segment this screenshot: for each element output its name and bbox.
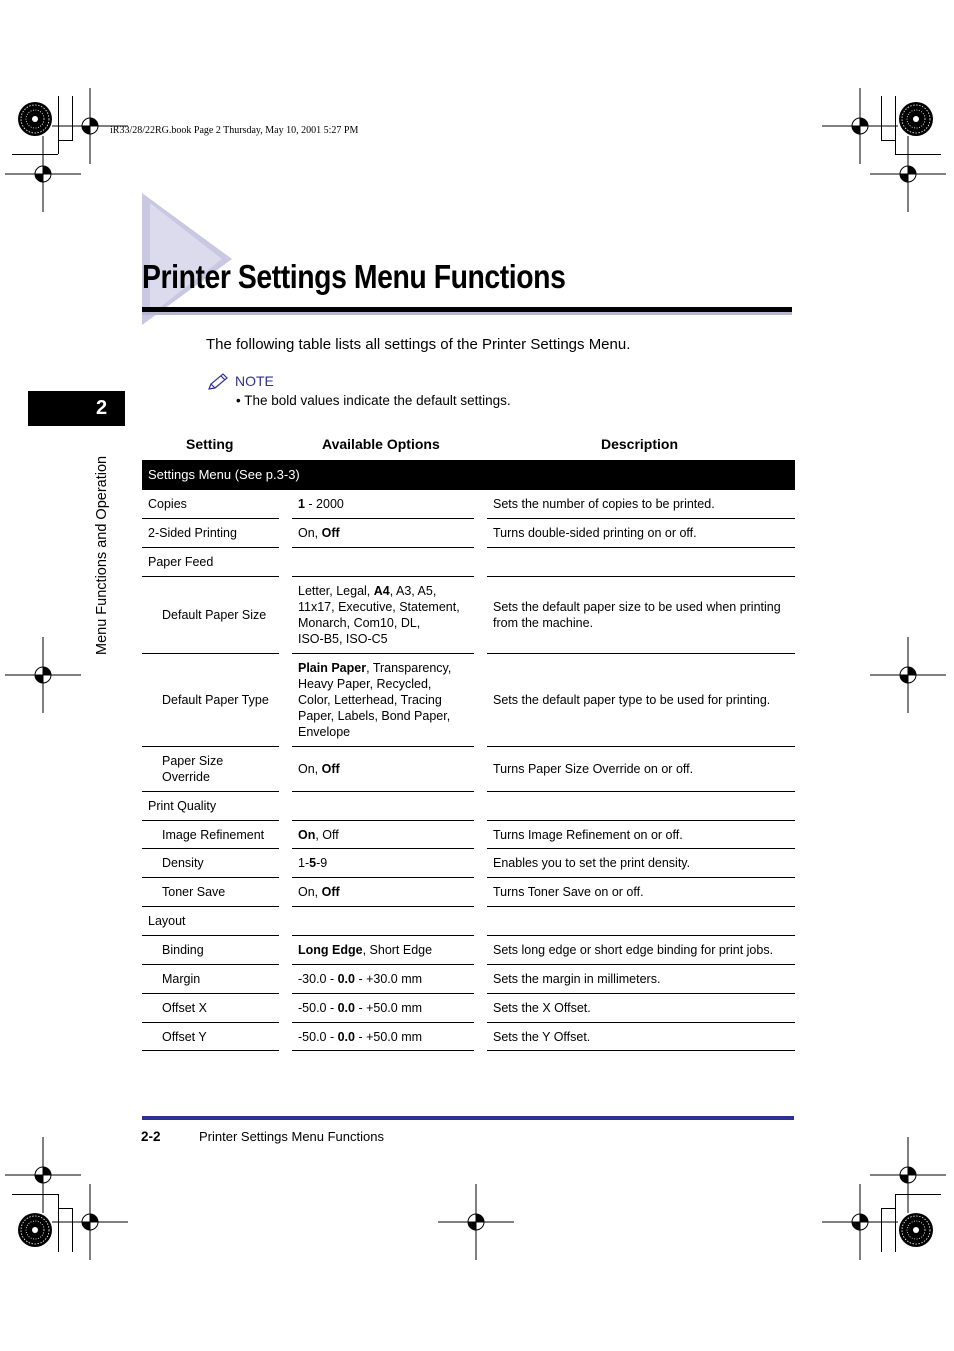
description-cell: Turns double-sided printing on or off. [493, 526, 697, 540]
note-text [236, 393, 511, 408]
note-body: The bold values indicate the default settings. [244, 393, 511, 408]
pencil-icon [206, 372, 230, 392]
options-cell: On, Off [298, 827, 339, 842]
chapter-number: 2 [95, 397, 108, 419]
options-cell: -50.0 - 0.0 - +50.0 mm [298, 1001, 423, 1015]
description-cell: Turns Toner Save on or off. [493, 885, 644, 899]
bullet: • [236, 393, 241, 408]
header-options: Available Options [322, 436, 440, 452]
table-row-divider [292, 1050, 474, 1051]
page-title: Printer Settings Menu Functions [142, 258, 566, 295]
setting-cell: Print Quality [148, 799, 217, 813]
footer-rule [142, 1116, 794, 1120]
options-cell: -50.0 - 0.0 - +50.0 mm [298, 1029, 423, 1044]
description-cell: Sets the X Offset. [493, 1001, 591, 1015]
options-cell: On, Off [298, 526, 340, 540]
options-cell: 1-5-9 [298, 856, 328, 870]
setting-cell: Margin [162, 972, 201, 986]
description-cell [493, 792, 791, 820]
description-cell: Sets long edge or short edge binding for print jobs. [493, 943, 774, 957]
options-cell: 1 - 2000 [298, 497, 344, 511]
note-label: NOTE [235, 373, 274, 389]
setting-cell: Default Paper Type [162, 693, 269, 707]
intro-text: The following table lists all settings of the Printer Settings Menu. [206, 336, 631, 353]
description-cell: Sets the margin in millimeters. [493, 972, 661, 986]
options-cell: Long Edge, Short Edge [298, 943, 433, 957]
header-description: Description [601, 436, 679, 452]
description-cell [493, 907, 791, 935]
options-cell: On, Off [298, 762, 340, 776]
description-cell: Turns Image Refinement on or off. [493, 827, 683, 842]
setting-cell: Toner Save [162, 885, 226, 899]
options-cell: Letter, Legal, A4, A3, A5, 11x17, Executive, Statement, Monarch, Com10, DL, ISO-B5, ISO-C5 [298, 584, 460, 646]
options-cell [298, 792, 470, 820]
footer-title: Printer Settings Menu Functions [199, 1129, 384, 1144]
title-rule-shadow [142, 312, 792, 315]
table-row-divider [142, 1050, 279, 1051]
options-cell: On, Off [298, 885, 340, 899]
description-cell: Enables you to set the print density. [493, 856, 691, 870]
description-cell: Sets the Y Offset. [493, 1029, 591, 1044]
description-cell [493, 548, 791, 576]
setting-cell: Copies [148, 497, 187, 511]
setting-cell: Paper Size Override [162, 754, 224, 784]
options-cell: -30.0 - 0.0 - +30.0 mm [298, 972, 423, 986]
options-cell: Plain Paper, Transparency, Heavy Paper, Recycled, Color, Letterhead, Tracing Paper, Labels, Bond Paper, Envelope [298, 661, 452, 739]
chapter-side-label: Menu Functions and Operation [94, 455, 110, 655]
setting-cell: Binding [162, 943, 204, 957]
setting-cell: Paper Feed [148, 555, 214, 569]
setting-cell: Offset X [162, 1001, 207, 1015]
description-cell: Sets the default paper type to be used for printing. [493, 693, 771, 707]
setting-cell: Layout [148, 914, 186, 928]
book-header: iR33/28/22RG.book Page 2 Thursday, May 10, 2001 5:27 PM [110, 125, 359, 136]
header-setting: Setting [186, 436, 234, 452]
setting-cell: 2-Sided Printing [148, 526, 237, 540]
setting-cell: Offset Y [162, 1029, 207, 1044]
table-section-row [142, 460, 795, 490]
description-cell: Sets the default paper size to be used when printing from the machine. [493, 600, 781, 630]
table-row-divider [487, 1050, 795, 1051]
setting-cell: Density [162, 856, 204, 870]
description-cell: Turns Paper Size Override on or off. [493, 762, 694, 776]
options-cell [298, 548, 470, 576]
section-label: Settings Menu (See p.3-3) [148, 467, 300, 482]
setting-cell: Image Refinement [162, 827, 265, 842]
chapter-tab [28, 391, 125, 426]
page-number: 2-2 [141, 1129, 161, 1144]
options-cell [298, 907, 470, 935]
setting-cell: Default Paper Size [162, 608, 267, 622]
description-cell: Sets the number of copies to be printed. [493, 497, 715, 511]
